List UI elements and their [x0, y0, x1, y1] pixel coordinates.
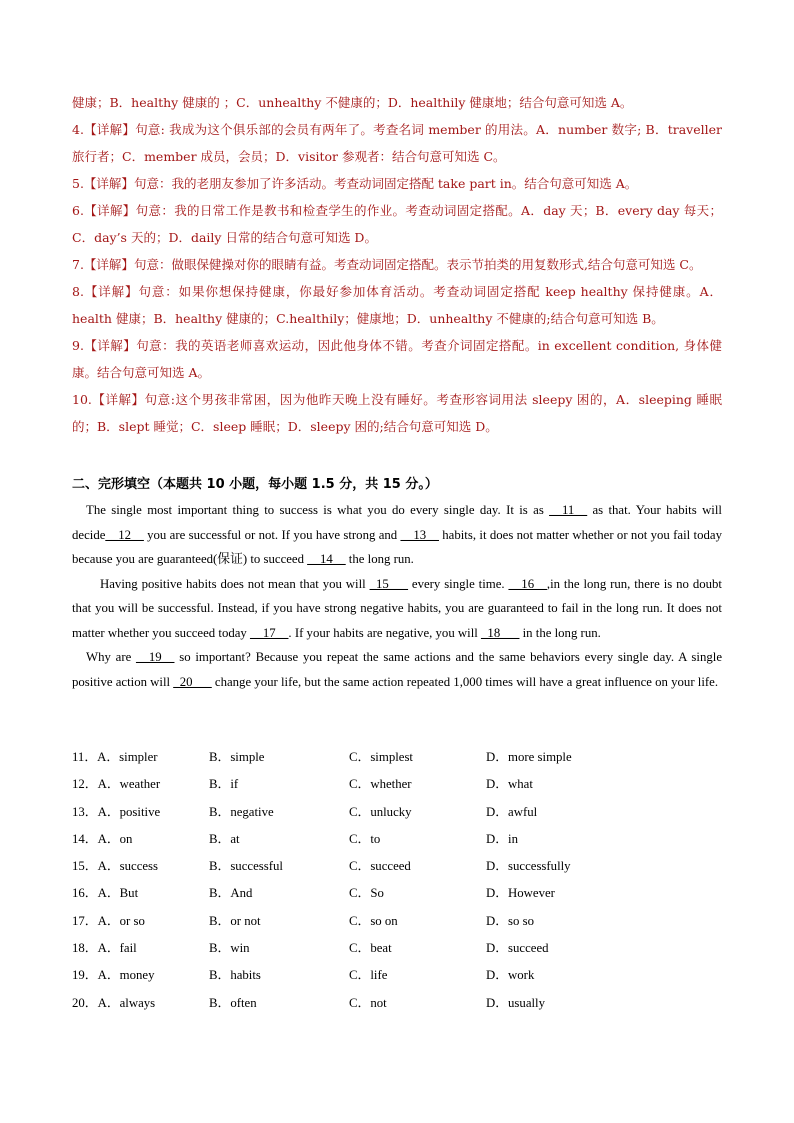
blank-18: _18___: [481, 625, 520, 640]
option-d: D．successfully: [486, 859, 571, 874]
option-c: C．unlucky: [349, 804, 412, 819]
explanation-number: 6.【详解】: [72, 203, 136, 218]
option-c: C．whether: [349, 777, 412, 792]
option-b: B．at: [209, 831, 240, 846]
option-row: [72, 853, 722, 880]
option-a: 17．A．or so: [72, 913, 145, 928]
blank-15: _15___: [369, 576, 408, 591]
option-a: 19．A．money: [72, 968, 155, 983]
explanation-text: 句意：我的日常工作是教书和检查学生的作业。考查动词固定搭配。A．day 天；B．every day 每天；C．day’s 天的；D．daily 日常的结合句意可知选 D。: [72, 203, 722, 245]
explanation-number: 5.【详解】: [72, 176, 134, 191]
option-b: B．win: [209, 941, 250, 956]
option-row: [72, 962, 722, 989]
explanation-3-tail: [72, 89, 722, 116]
option-b: B．or not: [209, 913, 261, 928]
answer-explanations: [72, 89, 722, 440]
explanation-number: 9.【详解】: [72, 338, 137, 353]
option-d: D．so so: [486, 913, 534, 928]
option-d: D．in: [486, 831, 518, 846]
option-row: [72, 880, 722, 907]
option-d: D．more simple: [486, 750, 572, 764]
explanation-8: [72, 278, 722, 332]
explanation-text: 句意：如果你想保持健康，你最好参加体育活动。考查动词固定搭配 keep healthy 保持健康。A．health 健康；B．healthy 健康的；C.healthily；健康地；D．unhealthy 不健康的;结合句意可知选 B。: [72, 284, 722, 326]
option-a: 20．A．always: [72, 995, 156, 1010]
option-a: 15．A．success: [72, 859, 159, 874]
option-c: C．life: [349, 968, 388, 983]
explanation-text: 句意：做眼保健操对你的眼睛有益。考查动词固定搭配。表示节拍类的用复数形式,结合句意可知选 C。: [133, 257, 702, 272]
explanation-number: 8.【详解】: [72, 284, 139, 299]
option-c: C．So: [349, 886, 384, 901]
option-a: 16．A．But: [72, 886, 139, 901]
option-d: D．work: [486, 968, 535, 983]
passage-paragraph-1: The single most important thing to success is what you do every single day. It is as __11__ as that. Your habits will decide__12__ you are successful or not. If you have strong and __13__ habits, it does not matter whether or not you fail today because you are guaranteed(保证) to succeed __14__ the long run.: [72, 503, 722, 566]
option-row: [72, 799, 722, 826]
blank-16: __16__: [508, 576, 547, 591]
explanation-5: [72, 170, 722, 197]
explanation-number: 7.【详解】: [72, 257, 134, 272]
option-b: B．if: [209, 777, 239, 792]
explanation-text: 句意:这个男孩非常困，因为他昨天晚上没有睡好。考查形容词用法 sleepy 困的，A．sleeping 睡眠的；B．slept 睡觉；C．sleep 睡眠；D．sleepy 困的;结合句意可知选 D。: [72, 392, 722, 434]
option-a: 14．A．on: [72, 831, 133, 846]
explanation-number: 10.【详解】: [72, 392, 145, 407]
option-d: D．what: [486, 777, 533, 792]
explanation-4: [72, 116, 722, 170]
blank-17: __17__: [250, 625, 289, 640]
option-row: [72, 935, 722, 962]
option-a: 12．A．weather: [72, 777, 161, 792]
option-c: C．so on: [349, 913, 398, 928]
option-row: [72, 990, 722, 1017]
option-a: 13．A．positive: [72, 804, 161, 819]
option-row: [72, 744, 722, 771]
option-b: B．successful: [209, 859, 283, 874]
explanation-text: 句意：我的英语老师喜欢运动，因此他身体不错。考查介词固定搭配。in excellent condition, 身体健康。结合句意可知选 A。: [72, 338, 722, 380]
blank-14: __14__: [307, 552, 346, 566]
explanation-6: [72, 197, 722, 251]
option-c: C．not: [349, 995, 387, 1010]
option-d: D．awful: [486, 804, 538, 819]
explanation-text: 句意：我的老朋友参加了许多活动。考查动词固定搭配 take part in。结合句意可知选 A。: [133, 176, 638, 191]
explanation-text: 健康；B．healthy 健康的 ；C．unhealthy 不健康的；D．healthily 健康地；结合句意可知选 A。: [72, 95, 633, 110]
cloze-passage: [72, 498, 722, 694]
option-c: C．simplest: [349, 750, 413, 764]
option-row: [72, 771, 722, 798]
option-b: B．habits: [209, 968, 261, 983]
blank-19: __19__: [136, 650, 175, 664]
option-c: C．to: [349, 831, 381, 846]
blank-20: _20___: [173, 674, 212, 689]
option-c: C．beat: [349, 941, 392, 956]
blank-12: __12__: [105, 527, 144, 542]
answer-options: [72, 744, 722, 1017]
option-b: B．simple: [209, 750, 265, 764]
option-row: [72, 908, 722, 935]
option-d: D．succeed: [486, 941, 549, 956]
option-a: 11．A．simpler: [72, 750, 158, 764]
option-c: C．succeed: [349, 859, 411, 874]
option-a: 18．A．fail: [72, 941, 137, 956]
option-b: B．often: [209, 995, 257, 1010]
explanation-number: 4.【详解】: [72, 122, 136, 137]
option-d: D．usually: [486, 995, 546, 1010]
explanation-7: [72, 251, 722, 278]
section-title: 二、完形填空（本题共 10 小题，每小题 1.5 分，共 15 分。）: [72, 477, 438, 492]
explanation-10: [72, 386, 722, 440]
option-d: D．However: [486, 886, 555, 901]
explanation-text: 句意: 我成为这个俱乐部的会员有两年了。考查名词 member 的用法。A．number 数字; B．traveller 旅行者；C．member 成员，会员；D．visitor 参观者：结合句意可知选 C。: [72, 122, 722, 164]
option-row: [72, 826, 722, 853]
blank-13: __13__: [400, 527, 439, 542]
passage-paragraph-3: Why are __19__ so important? Because you repeat the same actions and the same behaviors every single day. A single positive action will _20___ change your life, but the same action repeated 1,000 times will have a great influence on your life.: [72, 650, 722, 689]
passage-paragraph-2: Having positive habits does not mean that you will _15___ every single time. __16__,in the long run, there is no doubt that you will be successful. Instead, if you have strong negative habits, you are guaranteed to fail in the long run. It does not matter whether you succeed today __17__. If your habits are negative, you will _18___ in the long run.: [72, 576, 722, 640]
option-b: B．negative: [209, 804, 274, 819]
blank-11: __11__: [549, 503, 588, 517]
explanation-9: [72, 332, 722, 386]
option-b: B．And: [209, 886, 253, 901]
